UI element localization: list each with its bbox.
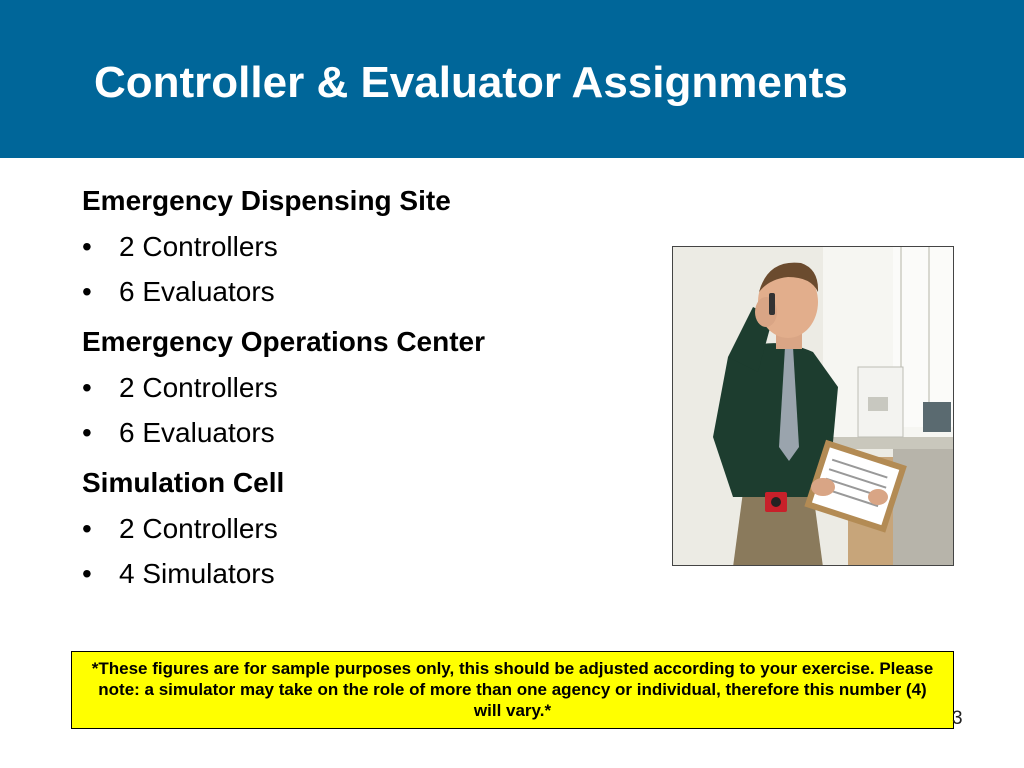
bullet-list [82,224,642,314]
list-item [82,269,642,314]
list-item-text: 6 Evaluators [119,417,275,448]
disclaimer-note: *These figures are for sample purposes only, this should be adjusted according to your exercise. Please note: a simulator may take on the role of more than one agency or individual, therefore this number (4) will vary.* [71,651,954,729]
bullet-icon: • [82,231,92,262]
page-number: 3 [952,708,963,729]
list-item-text: 4 Simulators [119,558,275,589]
bullet-icon: • [82,276,92,307]
section-heading: Emergency Dispensing Site [82,185,451,216]
list-item [82,365,642,410]
office-worker-illustration [673,247,954,566]
section-heading: Emergency Operations Center [82,326,486,357]
list-item [82,410,642,455]
bullet-icon: • [82,417,92,448]
bullet-icon: • [82,558,92,589]
section-emergency-dispensing-site [82,183,642,314]
assignments-list [82,183,642,606]
list-item-text: 2 Controllers [119,372,278,403]
list-item-text: 2 Controllers [119,231,278,262]
list-item [82,551,642,596]
section-simulation-cell [82,465,642,596]
bullet-list [82,365,642,455]
section-heading: Simulation Cell [82,467,285,498]
bullet-list [82,506,642,596]
list-item [82,224,642,269]
bullet-icon: • [82,513,92,544]
section-emergency-operations-center [82,324,642,455]
list-item-text: 2 Controllers [119,513,278,544]
slide-title: Controller & Evaluator Assignments [94,58,848,107]
list-item [82,506,642,551]
list-item-text: 6 Evaluators [119,276,275,307]
office-worker-photo [672,246,954,566]
title-band [0,0,1024,158]
bullet-icon: • [82,372,92,403]
